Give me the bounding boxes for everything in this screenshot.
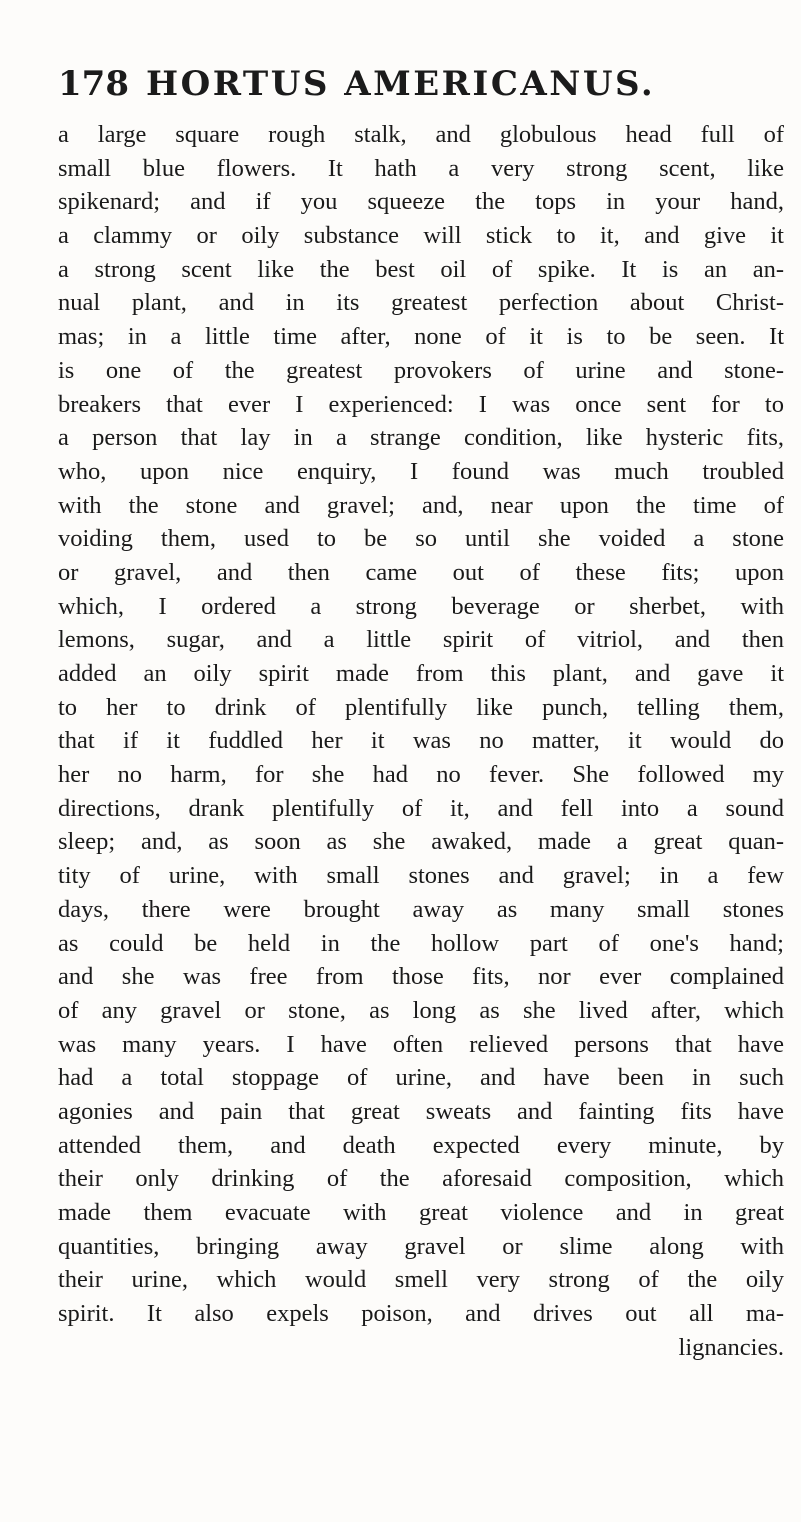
text-line: a strong scent like the best oil of spike. It is an an-	[58, 255, 784, 283]
text-line: was many years. I have often relieved persons that have	[58, 1030, 784, 1058]
text-line: as could be held in the hollow part of one's hand;	[58, 929, 784, 957]
text-line: their only drinking of the aforesaid composition, which	[58, 1165, 784, 1193]
page-number: 178	[58, 64, 129, 104]
text-line: added an oily spirit made from this plant, and gave it	[58, 660, 784, 687]
text-line: sleep; and, as soon as she awaked, made a great quan-	[58, 828, 784, 856]
text-line: or gravel, and then came out of these fits; upon	[58, 558, 784, 586]
text-line: tity of urine, with small stones and gravel; in a few	[58, 862, 784, 890]
text-line: is one of the greatest provokers of urine and stone-	[58, 356, 784, 384]
text-line: attended them, and death expected every minute, by	[58, 1131, 784, 1159]
text-line: spikenard; and if you squeeze the tops in your hand,	[58, 188, 784, 216]
book-title: HORTUS AMERICANUS.	[146, 64, 656, 104]
text-line: of any gravel or stone, as long as she lived after, which	[58, 996, 784, 1024]
text-line: agonies and pain that great sweats and fainting fits have	[58, 1097, 784, 1125]
text-line: with the stone and gravel; and, near upon the time of	[58, 491, 784, 519]
text-line: mas; in a little time after, none of it is to be seen. It	[58, 323, 784, 351]
text-line: her no harm, for she had no fever. She followed my	[58, 761, 784, 789]
body-text	[58, 118, 784, 1364]
text-line: voiding them, used to be so until she voided a stone	[58, 525, 784, 553]
text-line: a person that lay in a strange condition, like hysteric fits,	[58, 424, 784, 452]
text-line: a clammy or oily substance will stick to it, and give it	[58, 222, 784, 250]
text-line: nual plant, and in its greatest perfection about Christ-	[58, 289, 784, 317]
running-head	[58, 64, 778, 108]
text-line: directions, drank plentifully of it, and fell into a sound	[58, 794, 784, 822]
text-line: spirit. It also expels poison, and drives out all ma-	[58, 1300, 784, 1328]
text-line: lignancies.	[678, 1333, 784, 1361]
text-line: to her to drink of plentifully like punch, telling them,	[58, 693, 784, 721]
text-line: made them evacuate with great violence and in great	[58, 1199, 784, 1226]
text-line: lemons, sugar, and a little spirit of vitriol, and then	[58, 626, 784, 654]
text-line: days, there were brought away as many small stones	[58, 895, 784, 923]
text-line: quantities, bringing away gravel or slime along with	[58, 1232, 784, 1260]
text-line: their urine, which would smell very strong of the oily	[58, 1266, 784, 1294]
text-line: and she was free from those fits, nor ever complained	[58, 963, 784, 991]
text-line: who, upon nice enquiry, I found was much troubled	[58, 457, 784, 485]
text-line: a large square rough stalk, and globulous head full of	[58, 121, 784, 148]
text-line: breakers that ever I experienced: I was once sent for to	[58, 390, 784, 418]
text-line: had a total stoppage of urine, and have been in such	[58, 1064, 784, 1092]
text-line: which, I ordered a strong beverage or sherbet, with	[58, 592, 784, 620]
text-line: that if it fuddled her it was no matter, it would do	[58, 727, 784, 755]
text-line: small blue flowers. It hath a very strong scent, like	[58, 154, 784, 182]
